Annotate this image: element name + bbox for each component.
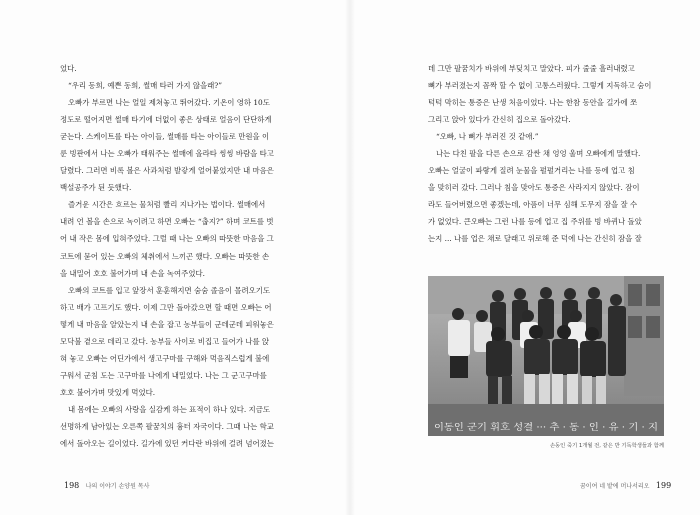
- group-photo: [428, 276, 664, 436]
- text-line: 모닥불 곁으로 데리고 갔다. 농부들 사이로 비집고 들어가 나를 앉: [60, 336, 270, 346]
- text-line: 에서 돌아오는 길이었다. 길가에 있던 커다란 바위에 걸려 넘어졌는: [60, 439, 274, 449]
- text-line: 뼈가 부러졌는지 꼼짝 할 수 없이 고통스러웠다. 그렇게 지독하고 숨이: [428, 81, 652, 91]
- text-line: 선명하게 남아있는 오른쪽 팔꿈치의 흉터 자국이다. 그때 나는 학교: [60, 421, 274, 431]
- right-page-body: [428, 60, 664, 248]
- left-page-number: 198: [64, 481, 80, 490]
- text-line: 을 내밀어 호호 불어가며 내 손을 녹여주었다.: [60, 268, 205, 278]
- text-line: 혀 놓고 오빠는 어딘가에서 생고구마를 구해와 먹음직스럽게 불에: [60, 353, 270, 363]
- text-line: 코트에 묻어 있는 오빠의 체취에서 느끼곤 했다. 오빠는 따뜻한 손: [60, 251, 270, 261]
- text-line: 오빠가 부르면 나는 얼일 제쳐놓고 뛰어갔다. 기온이 영하 10도: [68, 98, 270, 108]
- photo-handwriting: 이동인 군기 휘호 성결 ··· 추 · 동 · 인 · 유 · 기 · 지: [434, 423, 631, 433]
- text-line: 떻게 내 마음을 알았는지 내 손을 잡고 농부들이 군데군데 피워놓은: [60, 319, 274, 329]
- text-line: 오빠는 얼굴이 파랗게 질려 눈물을 펄펄거리는 나를 등에 업고 침: [428, 166, 635, 176]
- right-page: [350, 0, 700, 515]
- text-line: 턱턱 막히는 통증은 난생 처음이었다. 나는 한참 동안을 길가에 쪼: [428, 98, 638, 108]
- text-line: 굳는다. 스케이트를 타는 아이들, 썰매를 타는 아이들로 만원을 이: [60, 132, 270, 142]
- text-line: “우리 동희, 예쁜 동희, 썰매 타러 가지 않을래?”: [68, 81, 223, 91]
- text-line: 즐거운 시간은 흐르는 물처럼 빨리 지나가는 법이다. 썰매에서: [68, 200, 266, 210]
- text-line: 을 맞히러 갔다. 그러나 침을 맞아도 통증은 사라지지 않았다. 잠이: [428, 183, 640, 193]
- text-line: 달렸다. 그러면 비록 볼은 사과처럼 발갛게 얼어붙었지만 내 마음은: [60, 166, 274, 176]
- left-page-body: [60, 60, 294, 452]
- text-line: 호호 불어가며 맛있게 먹었다.: [60, 387, 156, 397]
- group-photo-image: [428, 276, 664, 436]
- left-running-head: 나의 이야기 손양원 목사: [85, 483, 150, 490]
- text-line: 데 그만 팔꿈치가 바위에 부딪치고 말았다. 피가 줄줄 흘러내렸고: [428, 64, 635, 73]
- text-line: 내 몸에는 오빠의 사랑을 실감케 하는 표적이 하나 있다. 지금도: [68, 404, 270, 414]
- photo-caption: 손동인 죽기 1개월 전, 같은 반 기독학생들과 함께: [549, 443, 664, 449]
- text-line: 정도로 떨어지면 썰매 타기에 더없이 좋은 상태로 얼음이 단단하게: [60, 115, 272, 125]
- right-page-footer: [580, 481, 675, 490]
- right-running-head: 꿈이여 네 밭에 머나서리오: [580, 483, 650, 490]
- text-line: 하고 배가 고프기도 했다. 이제 그만 돌아갔으면 할 때면 오빠는 어: [60, 302, 272, 312]
- text-line: 백설공주가 된 듯했다.: [60, 183, 132, 193]
- text-line: “오빠, 나 뼈가 부러진 것 같애.”: [436, 132, 539, 142]
- text-line: 어 내 작은 몸에 입혀주었다. 그럴 때 나는 오빠의 따뜻한 마음을 그: [60, 234, 274, 244]
- text-line: 그리고 앉아 있다가 간신히 집으로 돌아갔다.: [428, 115, 571, 125]
- text-line: 룬 빙판에서 나는 오빠가 태워주는 썰매에 올라타 씽씽 바람을 타고: [60, 149, 274, 159]
- text-line: 구워서 군침 도는 고구마를 나에게 내밀었다. 나는 그 군고구마를: [60, 370, 267, 380]
- text-line: 었다.: [60, 64, 77, 73]
- text-line: 가 없었다. 큰오빠는 그런 나를 등에 업고 집 주위를 빙 바퀴나 돌았: [428, 217, 642, 227]
- text-line: 내려 언 볼을 손으로 녹이려고 하면 오빠는 “춥지?” 하며 코트를 벗: [60, 217, 274, 227]
- text-line: 는지 ... 나를 업은 채로 달래고 위로해 준 덕에 나는 간신히 잠을 잘: [428, 234, 642, 244]
- right-page-number: 199: [655, 481, 672, 490]
- left-page-footer: [60, 481, 149, 490]
- text-line: 나는 다친 팔을 다른 손으로 감싼 채 엉엉 울며 오빠에게 말했다.: [436, 149, 641, 159]
- text-line: 오빠의 코트를 입고 앞장서 훈훈해지면 숨숨 졸음이 몰려오기도: [68, 285, 271, 295]
- text-line: 라도 들어버렸으면 좋겠는데, 아픔이 너무 심해 도무지 잠을 잘 수: [428, 200, 638, 210]
